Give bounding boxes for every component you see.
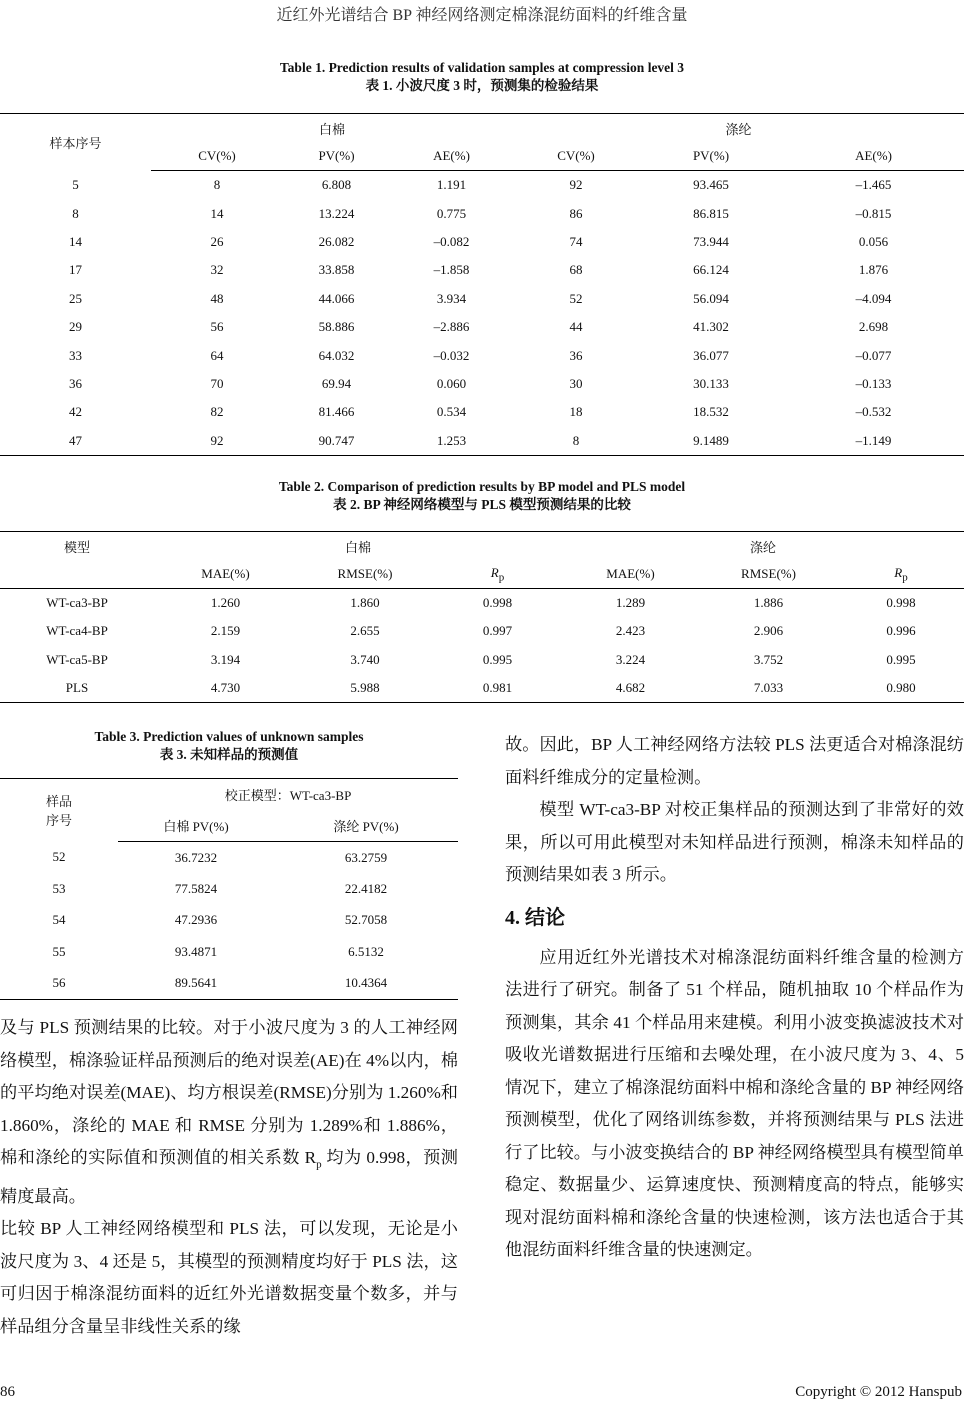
- rp-r: R: [894, 564, 903, 580]
- table-cell: 0.775: [436, 205, 467, 221]
- table-cell: 90.747: [318, 432, 355, 448]
- table-cell: 0.998: [482, 595, 513, 611]
- table-cell: 26: [210, 233, 224, 249]
- table2-body: [0, 589, 964, 703]
- table-cell: 36: [569, 347, 583, 363]
- right-paragraph-2: 模型 WT-ca3-BP 对校正集样品的预测达到了非常好的效果，所以可用此模型对未知样品进行预测，棉涤未知样品的预测结果如表 3 所示。: [505, 800, 964, 884]
- table-cell: –0.815: [855, 205, 892, 221]
- table2-header-polyester: 涤纶: [749, 539, 776, 555]
- table-cell: –4.094: [855, 290, 892, 306]
- table-cell: WT-ca4-BP: [46, 623, 108, 639]
- table-cell: 86.815: [693, 205, 729, 221]
- table2-subheader: RMSE(%): [699, 560, 838, 589]
- table-cell: 26.082: [318, 233, 355, 249]
- table-row: [0, 341, 964, 369]
- table-cell: 52: [52, 849, 66, 865]
- table-cell: 2.906: [753, 623, 784, 639]
- table-cell: –0.532: [855, 404, 892, 420]
- rp-r: R: [490, 564, 499, 580]
- table2-subheader: MAE(%): [154, 560, 297, 589]
- table1-subheader: CV(%): [513, 142, 639, 171]
- table-cell: 0.056: [858, 233, 889, 249]
- table-cell: 36.7232: [174, 849, 218, 865]
- table-cell: 8: [572, 432, 580, 448]
- table-cell: 64: [210, 347, 224, 363]
- right-paragraph-1: 故。因此，BP 人工神经网络方法较 PLS 法更适合对棉涤混纺面料纤维成分的定量检测。: [505, 735, 964, 787]
- table2-header-model: 模型: [63, 539, 90, 555]
- table-cell: 0.995: [482, 651, 513, 667]
- table-cell: 66.124: [693, 262, 729, 278]
- table-cell: 17: [69, 262, 82, 278]
- table-cell: 2.423: [615, 623, 646, 639]
- table-cell: 1.886: [753, 595, 784, 611]
- rp-sub: p: [316, 1158, 322, 1171]
- table-cell: 10.4364: [344, 975, 388, 991]
- table-cell: 5: [72, 176, 79, 192]
- table-cell: 18: [569, 404, 583, 420]
- table-cell: 36: [69, 375, 82, 391]
- table-cell: –0.032: [433, 347, 470, 363]
- table-cell: 6.808: [321, 177, 352, 193]
- table2-header-cotton: 白棉: [344, 539, 371, 555]
- page-number: 86: [0, 1384, 15, 1400]
- table-row: [0, 873, 458, 904]
- table-row: [0, 674, 964, 703]
- table-cell: 58.886: [318, 319, 355, 335]
- table3-body: [0, 842, 458, 1000]
- table-cell: 30.133: [693, 375, 729, 391]
- rp-sub: p: [498, 571, 505, 584]
- table3-subheader: 涤纶 PV(%): [274, 810, 458, 842]
- table-cell: 2.655: [350, 623, 380, 639]
- table-cell: 33.858: [318, 262, 355, 278]
- table-cell: 0.997: [482, 623, 513, 639]
- table-cell: 1.876: [858, 262, 889, 278]
- table-cell: 56: [52, 975, 66, 991]
- table-cell: WT-ca5-BP: [46, 651, 108, 667]
- table-cell: 0.981: [482, 680, 513, 696]
- table-cell: 41.302: [693, 319, 729, 335]
- table-cell: 56.094: [693, 290, 729, 306]
- table2-subheader-empty: [0, 560, 154, 589]
- table-cell: 3.752: [753, 651, 784, 667]
- table-cell: 82: [210, 404, 224, 420]
- table-row: [0, 171, 964, 200]
- table-cell: 0.996: [886, 623, 916, 639]
- table1-header-sample: 样本序号: [49, 135, 102, 151]
- table-cell: 89.5641: [174, 975, 218, 991]
- table-cell: 81.466: [318, 404, 355, 420]
- table-cell: 22.4182: [344, 881, 388, 897]
- table-cell: 0.980: [886, 680, 916, 696]
- text: 均为 0.998，预测精度最高。: [0, 1148, 458, 1206]
- table-cell: 2.159: [210, 623, 241, 639]
- table-cell: 3.740: [350, 651, 380, 667]
- table-row: [0, 646, 964, 674]
- table-cell: 9.1489: [693, 432, 729, 448]
- table3-header-sample-line2: 序号: [45, 813, 72, 829]
- table-row: [0, 936, 458, 967]
- table-cell: 73.944: [693, 233, 729, 249]
- table-cell: –2.886: [433, 319, 470, 335]
- left-paragraph-1: [0, 1012, 458, 1213]
- table-cell: 70: [210, 375, 224, 391]
- table2-subheader-rp: [433, 560, 562, 589]
- table1-subheader: AE(%): [783, 142, 964, 171]
- table2-subheader-rp: [838, 560, 964, 589]
- table-cell: 0.995: [886, 651, 916, 667]
- rp-r: R: [304, 1148, 317, 1167]
- table-cell: 52: [569, 290, 583, 306]
- table3-header-sample-line1: 样品: [45, 794, 72, 810]
- table-cell: 30: [569, 375, 583, 391]
- table-cell: 63.2759: [344, 849, 388, 865]
- table-cell: 29: [69, 319, 82, 335]
- right-paragraph-3: 应用近红外光谱技术对棉涤混纺面料纤维含量的检测方法进行了研究。制备了 51 个样品，随机抽取 10 个样品作为预测集，其余 41 个样品用来建模。利用小波变换滤波技术对吸收光谱数据进行压缩和去噪处理，在小波尺度为 3、4、5 情况下，建立了棉涤混纺面料中棉和涤纶含量的 BP 神经网络预测模型，优化了网络训练参数，并将预测结果与 PLS 法进行了比较。与小波变换结合的 BP 神经网络模型具有模型简单稳定、数据量少、运算速度快、预测精度高的特点，能够实现对混纺面料棉和涤纶含量的快速检测，该方法也适合于其他混纺面料纤维含量的快速测定。: [505, 947, 964, 1259]
- table-cell: 1.260: [210, 595, 241, 611]
- table-cell: 44: [569, 319, 583, 335]
- table-row: [0, 842, 458, 874]
- left-paragraph-2: 比较 BP 人工神经网络模型和 PLS 法，可以发现，无论是小波尺度为 3、4 还是 5，其模型的预测精度均好于 PLS 法，这可归因于棉涤混纺面料的近红外光谱数据变量个数多，并与样品组分含量呈非线性关系的缘: [0, 1219, 458, 1336]
- table-cell: PLS: [65, 680, 89, 696]
- table-cell: 6.5132: [348, 943, 384, 959]
- table1-header-polyester: 涤纶: [725, 121, 752, 137]
- table1-caption: [0, 59, 964, 95]
- copyright: Copyright © 2012 Hanspub: [795, 1384, 962, 1400]
- table1-subheader: AE(%): [390, 142, 513, 171]
- table-cell: 48: [210, 290, 224, 306]
- table-cell: 32: [210, 262, 224, 278]
- table1-body: [0, 171, 964, 456]
- table-cell: 1.253: [436, 432, 467, 448]
- table-cell: 33: [69, 347, 82, 363]
- table-cell: –0.082: [433, 233, 470, 249]
- table-cell: 55: [52, 943, 66, 959]
- table-cell: 13.224: [318, 205, 355, 221]
- table-cell: –1.149: [855, 432, 892, 448]
- table-cell: 44.066: [318, 290, 355, 306]
- table2-caption-zh: 表 2. BP 神经网络模型与 PLS 模型预测结果的比较: [333, 497, 631, 512]
- table-cell: 47: [69, 432, 82, 448]
- table-row: [0, 589, 964, 618]
- table-cell: 64.032: [318, 347, 355, 363]
- table-cell: 0.534: [436, 404, 467, 420]
- table2-caption-en: Table 2. Comparison of prediction results by BP model and PLS model: [278, 479, 686, 494]
- table-cell: 0.998: [886, 595, 916, 611]
- table3-caption-en: Table 3. Prediction values of unknown samples: [94, 729, 364, 744]
- table-cell: 14: [69, 233, 82, 249]
- table-cell: WT-ca3-BP: [46, 595, 108, 611]
- table-cell: 52.7058: [344, 912, 388, 928]
- table-cell: 54: [52, 912, 66, 928]
- table-cell: 5.988: [350, 680, 380, 696]
- table3: [0, 778, 458, 1000]
- table-row: [0, 228, 964, 256]
- table-cell: –0.077: [855, 347, 892, 363]
- rp-sub: p: [902, 571, 908, 584]
- table-row: [0, 968, 458, 1000]
- table-cell: 1.191: [436, 177, 467, 193]
- table2-subheader: MAE(%): [562, 560, 699, 589]
- table1-header-cotton: 白棉: [318, 121, 345, 137]
- table-cell: 86: [569, 205, 583, 221]
- table-row: [0, 285, 964, 313]
- table-cell: 36.077: [693, 347, 729, 363]
- table-cell: –1.858: [433, 262, 470, 278]
- table3-header-group: 校正模型：WT-ca3-BP: [224, 788, 352, 803]
- table-cell: 4.682: [615, 680, 646, 696]
- table-cell: 93.465: [693, 177, 729, 193]
- table-cell: 93.4871: [174, 943, 218, 959]
- table1-subheader: CV(%): [151, 142, 283, 171]
- table-cell: 8: [213, 177, 221, 193]
- table2-subheader: RMSE(%): [297, 560, 433, 589]
- table-row: [0, 256, 964, 284]
- table-cell: 74: [569, 233, 583, 249]
- table-row: [0, 199, 964, 227]
- table-row: [0, 313, 964, 341]
- table1-subheader: PV(%): [639, 142, 783, 171]
- table-cell: 3.934: [436, 290, 467, 306]
- table2: [0, 531, 964, 703]
- table3-caption: [0, 728, 458, 764]
- text: 及与 PLS 预测结果的比较。对于小波尺度为 3 的人工神经网络模型，棉涤验证样品预测后的绝对误差(AE)在 4%以内，棉的平均绝对误差(MAE)、均方根误差(RMSE)分别为 1.260%和 1.860%，涤纶的 MAE 和 RMSE 分别为 1.289%和 1.886%，棉和涤纶的实际值和预测值的相关系数: [0, 1018, 458, 1167]
- table-cell: –1.465: [855, 177, 892, 193]
- table-cell: 1.289: [615, 595, 646, 611]
- table-cell: 7.033: [753, 680, 784, 696]
- table1-caption-en: Table 1. Prediction results of validation samples at compression level 3: [279, 60, 685, 75]
- table-cell: 68: [569, 262, 583, 278]
- table1-subheader: PV(%): [283, 142, 390, 171]
- table3-subheader: 白棉 PV(%): [118, 810, 274, 842]
- table-cell: 92: [210, 432, 224, 448]
- table1-caption-zh: 表 1. 小波尺度 3 时，预测集的检验结果: [365, 78, 599, 93]
- table-cell: 8: [72, 205, 79, 221]
- table-row: [0, 617, 964, 645]
- table-cell: 3.224: [615, 651, 646, 667]
- table3-header-sample: [0, 779, 118, 842]
- right-column: [505, 729, 964, 1267]
- table-cell: 14: [210, 205, 224, 221]
- table-cell: 77.5824: [174, 881, 218, 897]
- table-cell: 25: [69, 290, 82, 306]
- table-row: [0, 370, 964, 398]
- table-row: [0, 427, 964, 456]
- table3-caption-zh: 表 3. 未知样品的预测值: [159, 747, 299, 762]
- table-cell: 53: [52, 881, 66, 897]
- table2-caption: [0, 478, 964, 514]
- table-cell: 3.194: [210, 651, 241, 667]
- left-column: [0, 1012, 458, 1343]
- table-cell: 47.2936: [174, 912, 218, 928]
- table-row: [0, 905, 458, 936]
- table-cell: 1.860: [350, 595, 380, 611]
- table-cell: 42: [69, 404, 82, 420]
- table-row: [0, 398, 964, 426]
- table-cell: 4.730: [210, 680, 241, 696]
- section-heading: 4. 结论: [505, 906, 565, 929]
- running-head: 近红外光谱结合 BP 神经网络测定棉涤混纺面料的纤维含量: [276, 7, 688, 24]
- table-cell: 69.94: [321, 375, 352, 391]
- table-cell: 92: [569, 177, 583, 193]
- table1: [0, 113, 964, 456]
- table-cell: –0.133: [855, 375, 892, 391]
- table-cell: 0.060: [436, 375, 467, 391]
- table-cell: 2.698: [858, 319, 889, 335]
- table-cell: 18.532: [693, 404, 729, 420]
- table-cell: 56: [210, 319, 224, 335]
